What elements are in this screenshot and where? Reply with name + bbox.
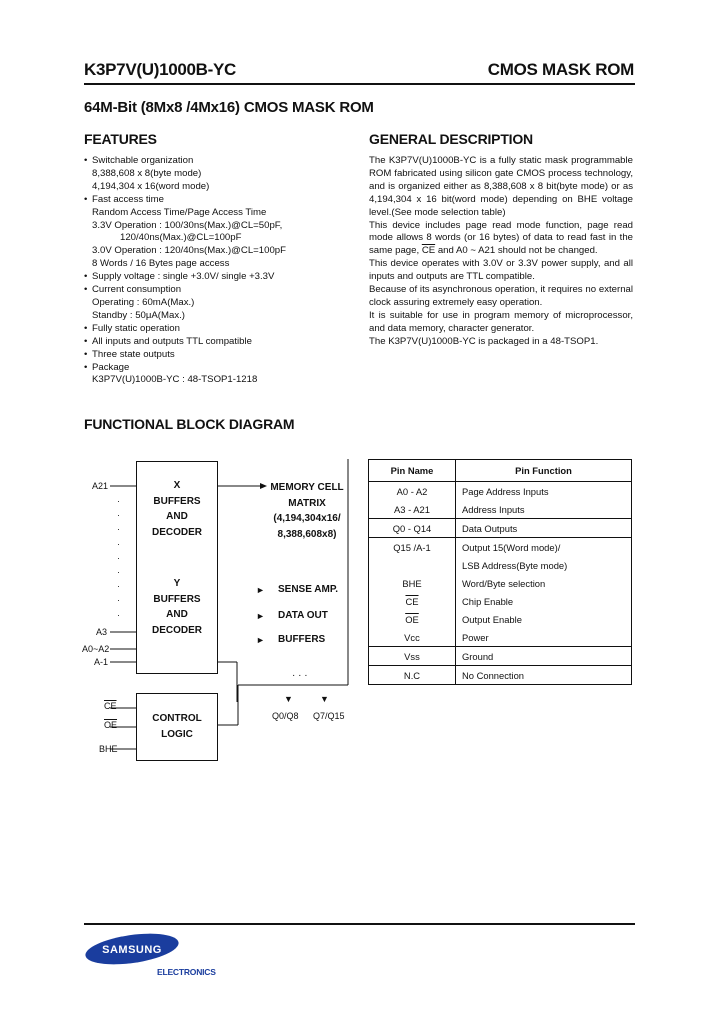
pin-function-cell: Output 15(Word mode)/: [456, 538, 632, 557]
x-buffers-label: X BUFFERS AND DECODER: [151, 480, 202, 538]
signal-a-1: A-1: [94, 657, 109, 667]
desc-paragraph: The K3P7V(U)1000B-YC is a fully static mask programmable ROM fabricated using silicon gate CMOS process technology, and is organized either as 8,388,608 x 8 bit(byte mode) or as 4,194,304 x 16 bit(word mode) depending on BHE voltage level.(See mode selection table): [369, 155, 633, 218]
electronics-label: ELECTRONICS: [157, 967, 216, 977]
pin-function-cell: LSB Address(Byte mode): [456, 556, 632, 574]
desc-paragraph: The K3P7V(U)1000B-YC is packaged in a 48-TSOP1.: [369, 335, 599, 347]
logo-text: SAMSUNG: [102, 944, 162, 956]
data-out-label: DATA OUT: [278, 610, 328, 621]
feature-line: • Fast access time: [84, 194, 354, 207]
feature-line: • Current consumption: [84, 284, 354, 297]
feature-line: • All inputs and outputs TTL compatible: [84, 336, 354, 349]
block-diagram-heading: FUNCTIONAL BLOCK DIAGRAM: [84, 416, 295, 432]
table-row: [369, 482, 632, 501]
feature-line: 120/40ns(Max.)@CL=100pF: [120, 232, 242, 244]
pin-name-cell: BHE: [369, 574, 456, 592]
general-description: [369, 155, 633, 349]
table-header-row: [369, 460, 632, 482]
signal-q7-q15: Q7/Q15: [313, 711, 345, 721]
feature-line: 3.3V Operation : 100/30ns(Max.)@CL=50pF,: [92, 219, 283, 231]
part-number: K3P7V(U)1000B-YC: [84, 60, 237, 79]
column-header-pin-function: Pin Function: [456, 460, 632, 482]
feature-line: • Three state outputs: [84, 349, 354, 362]
feature-line: • Supply voltage : single +3.0V/ single +3.3V: [84, 271, 354, 284]
table-row: [369, 500, 632, 519]
pin-function-cell: Page Address Inputs: [456, 482, 632, 501]
table-row: [369, 519, 632, 538]
signal-bhe: BHE: [99, 744, 118, 754]
feature-line: 3.0V Operation : 120/40ns(Max.)@CL=100pF: [92, 245, 286, 257]
output-dots: · · ·: [292, 670, 308, 681]
buffers-arrow-icon: ►: [256, 635, 265, 645]
document-subtitle: 64M-Bit (8Mx8 /4Mx16) CMOS MASK ROM: [84, 99, 374, 116]
desc-paragraph: This device includes page read mode function, page read mode allows 8 words (or 16 bytes) of data to read fast in the same page, $\overline{CE}$ and A0 ~ A21 should not be changed.: [369, 219, 633, 257]
signal-oe: $\overline{OE}$: [104, 720, 118, 730]
feature-line: 8,388,608 x 8(byte mode): [92, 167, 202, 179]
feature-line: • Switchable organization: [84, 155, 354, 168]
table-row: [369, 592, 632, 610]
pin-name-cell: Vcc: [369, 628, 456, 647]
feature-line: Operating : 60mA(Max.): [92, 296, 195, 308]
footer-rule: [84, 923, 635, 925]
pin-name-cell: N.C: [369, 666, 456, 685]
feature-line: Standby : 50μA(Max.): [92, 309, 185, 321]
description-heading: GENERAL DESCRIPTION: [369, 131, 533, 147]
table-row: [369, 628, 632, 647]
desc-paragraph: It is suitable for use in program memory of microprocessor, and data memory, character generator.: [369, 309, 633, 334]
desc-paragraph: This device operates with 3.0V or 3.3V power supply, and all inputs and outputs are TTL compatible.: [369, 258, 633, 283]
desc-paragraph: Because of its asynchronous operation, it requires no external clock assuring extremely easy operation.: [369, 284, 633, 308]
signal-a21: A21: [92, 481, 109, 491]
pin-name-cell: A0 - A2: [369, 482, 456, 501]
features-heading: FEATURES: [84, 131, 157, 147]
pin-name-cell: [369, 556, 456, 574]
pin-name-cell: Q15 /A-1: [369, 538, 456, 557]
pin-name-cell: $\overline{OE}$: [369, 610, 456, 628]
control-logic-label: CONTROL LOGIC: [152, 713, 202, 740]
table-row: [369, 556, 632, 574]
q7-arrow-icon: ▼: [320, 694, 329, 704]
pin-function-cell: Word/Byte selection: [456, 574, 632, 592]
signal-a0-a2: A0~A2: [82, 644, 110, 654]
table-row: [369, 666, 632, 685]
pin-function-cell: No Connection: [456, 666, 632, 685]
data-out-arrow-icon: ►: [256, 611, 265, 621]
product-type: CMOS MASK ROM: [487, 60, 634, 79]
pin-function-cell: Chip Enable: [456, 592, 632, 610]
feature-line: 4,194,304 x 16(word mode): [92, 180, 210, 192]
pin-function-cell: Ground: [456, 647, 632, 666]
feature-line: 8 Words / 16 Bytes page access: [92, 258, 230, 270]
memory-cell-label: MEMORY CELL MATRIX (4,194,304x16/ 8,388,608x8): [270, 482, 344, 540]
address-dots: · · · · · · · · ·: [117, 496, 120, 620]
table-row: [369, 610, 632, 628]
q0-arrow-icon: ▼: [284, 694, 293, 704]
pin-name-cell: A3 - A21: [369, 500, 456, 519]
table-row: [369, 538, 632, 557]
features-list: [84, 155, 354, 387]
pin-description-table: [368, 459, 632, 685]
header-rule: [84, 83, 635, 85]
pin-name-cell: Vss: [369, 647, 456, 666]
signal-q0-q8: Q0/Q8: [272, 711, 299, 721]
pin-function-cell: Data Outputs: [456, 519, 632, 538]
signal-a3: A3: [96, 627, 108, 637]
pin-function-cell: Address Inputs: [456, 500, 632, 519]
buffers-label: BUFFERS: [278, 634, 326, 645]
feature-line: Random Access Time/Page Access Time: [92, 206, 267, 218]
sense-amp-arrow-icon: ►: [256, 585, 265, 595]
pin-function-cell: Power: [456, 628, 632, 647]
samsung-logo: [84, 932, 180, 966]
feature-line: K3P7V(U)1000B-YC : 48-TSOP1-1218: [92, 374, 258, 386]
pin-name-cell: Q0 - Q14: [369, 519, 456, 538]
sense-amp-label: SENSE AMP.: [278, 584, 339, 595]
feature-line: • Fully static operation: [84, 323, 354, 336]
table-row: [369, 574, 632, 592]
column-header-pin-name: Pin Name: [369, 460, 456, 482]
pin-function-cell: Output Enable: [456, 610, 632, 628]
y-buffers-label: Y BUFFERS AND DECODER: [151, 578, 202, 636]
feature-line: • Package: [84, 362, 354, 375]
pin-name-cell: $\overline{CE}$: [369, 592, 456, 610]
pin-table-body: [369, 482, 632, 685]
signal-ce: $\overline{CE}$: [104, 701, 117, 711]
table-row: [369, 647, 632, 666]
